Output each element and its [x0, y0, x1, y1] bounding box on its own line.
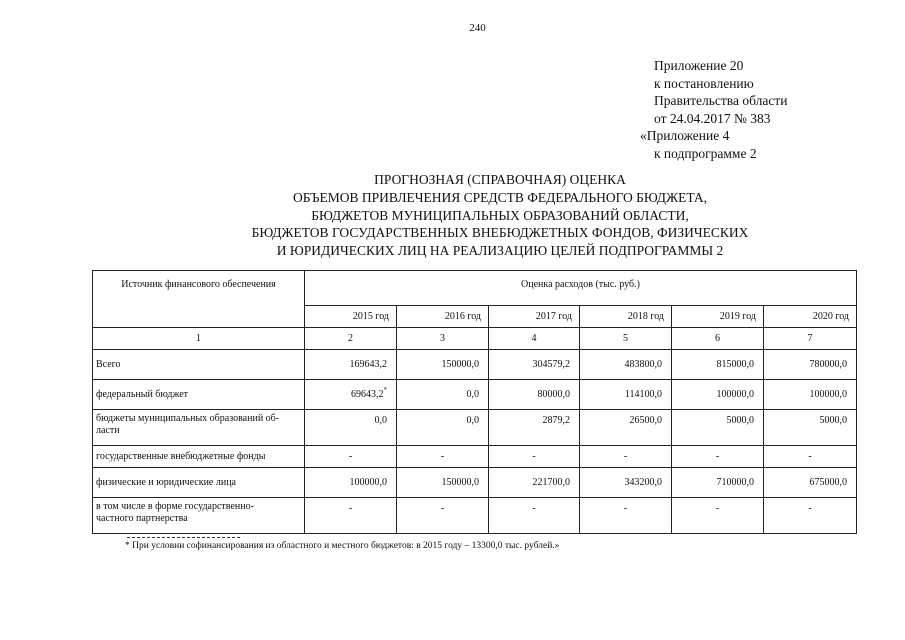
- cell-value: -: [489, 498, 580, 534]
- cell-value: 5000,0: [764, 410, 857, 446]
- funding-estimate-table: [92, 270, 857, 534]
- row-label-line: в том числе в форме государственно-: [96, 501, 254, 512]
- page-number: 240: [469, 22, 486, 34]
- cell-value: 710000,0: [672, 468, 764, 498]
- row-label: [93, 410, 305, 446]
- cell-value: 343200,0: [580, 468, 672, 498]
- row-label: Всего: [93, 350, 305, 380]
- year-header: 2016 год: [397, 306, 489, 328]
- cell-value: 0,0: [397, 380, 489, 410]
- row-label-line: ласти: [96, 425, 120, 436]
- cell-value: -: [397, 446, 489, 468]
- cell-value: 150000,0: [397, 350, 489, 380]
- year-header: 2019 год: [672, 306, 764, 328]
- year-header: 2018 год: [580, 306, 672, 328]
- cell-value-text: 69643,2: [351, 389, 384, 400]
- footnote-text: * При условии софинансирования из областного и местного бюджетов: в 2015 году – 13300,0 тыс. рублей.»: [125, 541, 560, 551]
- cell-value: 26500,0: [580, 410, 672, 446]
- cell-value: 80000,0: [489, 380, 580, 410]
- cell-value: 100000,0: [305, 468, 397, 498]
- appendix-line: от 24.04.2017 № 383: [654, 110, 771, 126]
- appendix-line: к подпрограмме 2: [654, 145, 757, 161]
- cell-value: 815000,0: [672, 350, 764, 380]
- column-number-row: [93, 328, 857, 350]
- title-line: ПРОГНОЗНАЯ (СПРАВОЧНАЯ) ОЦЕНКА: [374, 172, 626, 187]
- table-header-row: [93, 271, 857, 306]
- title-line: ОБЪЕМОВ ПРИВЛЕЧЕНИЯ СРЕДСТВ ФЕДЕРАЛЬНОГО БЮДЖЕТА,: [292, 189, 708, 205]
- cell-value: -: [397, 498, 489, 534]
- cell-value: 5000,0: [672, 410, 764, 446]
- appendix-line: «Приложение 4: [640, 128, 730, 144]
- cell-value: 675000,0: [764, 468, 857, 498]
- cell-value: -: [580, 498, 672, 534]
- row-label: федеральный бюджет: [93, 380, 305, 410]
- cell-value: -: [305, 446, 397, 468]
- appendix-line: Правительства области: [654, 93, 788, 109]
- footnote-divider: [127, 537, 240, 538]
- column-number: 3: [397, 328, 489, 350]
- year-header: 2020 год: [764, 306, 857, 328]
- cell-value: -: [764, 446, 857, 468]
- row-label: государственные внебюджетные фонды: [93, 446, 305, 468]
- appendix-line: Приложение 20: [654, 58, 744, 73]
- column-number: 4: [489, 328, 580, 350]
- column-number: 5: [580, 328, 672, 350]
- cell-value: 150000,0: [397, 468, 489, 498]
- column-number: 1: [93, 328, 305, 350]
- row-label: физические и юридические лица: [93, 468, 305, 498]
- cell-value: 0,0: [397, 410, 489, 446]
- cell-value: 304579,2: [489, 350, 580, 380]
- cell-value: 221700,0: [489, 468, 580, 498]
- cell-value: -: [764, 498, 857, 534]
- cell-value: 0,0: [305, 410, 397, 446]
- table-row-federal-budget: [93, 380, 857, 410]
- appendix-line: к постановлению: [654, 75, 754, 91]
- appendix-reference: [640, 57, 788, 163]
- cell-value: [305, 380, 397, 410]
- year-header: 2015 год: [305, 306, 397, 328]
- cell-value: -: [305, 498, 397, 534]
- table-row-individuals-legal-entities: [93, 468, 857, 498]
- table-row-municipal-budgets: [93, 410, 857, 446]
- title-line: БЮДЖЕТОВ МУНИЦИПАЛЬНЫХ ОБРАЗОВАНИЙ ОБЛАСТИ,: [311, 207, 689, 223]
- footnote-mark: *: [383, 386, 387, 394]
- row-label-line: частного партнерства: [96, 513, 188, 524]
- column-number: 7: [764, 328, 857, 350]
- title-line: БЮДЖЕТОВ ГОСУДАРСТВЕННЫХ ВНЕБЮДЖЕТНЫХ ФОНДОВ, ФИЗИЧЕСКИХ: [251, 225, 749, 241]
- cell-value: -: [672, 446, 764, 468]
- document-title: [0, 171, 905, 260]
- cell-value: -: [489, 446, 580, 468]
- source-column-header: Источник финансового обеспечения: [93, 271, 305, 328]
- cell-value: 100000,0: [672, 380, 764, 410]
- cell-value: 2879,2: [489, 410, 580, 446]
- cell-value: 483800,0: [580, 350, 672, 380]
- title-line: И ЮРИДИЧЕСКИХ ЛИЦ НА РЕАЛИЗАЦИЮ ЦЕЛЕЙ ПОДПРОГРАММЫ 2: [276, 243, 724, 259]
- cell-value: 780000,0: [764, 350, 857, 380]
- row-label: [93, 498, 305, 534]
- row-label-line: бюджеты муниципальных образований об-: [96, 413, 280, 424]
- year-header: 2017 год: [489, 306, 580, 328]
- cell-value: -: [672, 498, 764, 534]
- column-number: 6: [672, 328, 764, 350]
- cell-value: -: [580, 446, 672, 468]
- column-number: 2: [305, 328, 397, 350]
- table-row-extrabudgetary-funds: [93, 446, 857, 468]
- cell-value: 114100,0: [580, 380, 672, 410]
- table-row-total: [93, 350, 857, 380]
- cell-value: 169643,2: [305, 350, 397, 380]
- estimate-column-header: Оценка расходов (тыс. руб.): [305, 271, 857, 306]
- table-row-public-private-partnership: [93, 498, 857, 534]
- cell-value: 100000,0: [764, 380, 857, 410]
